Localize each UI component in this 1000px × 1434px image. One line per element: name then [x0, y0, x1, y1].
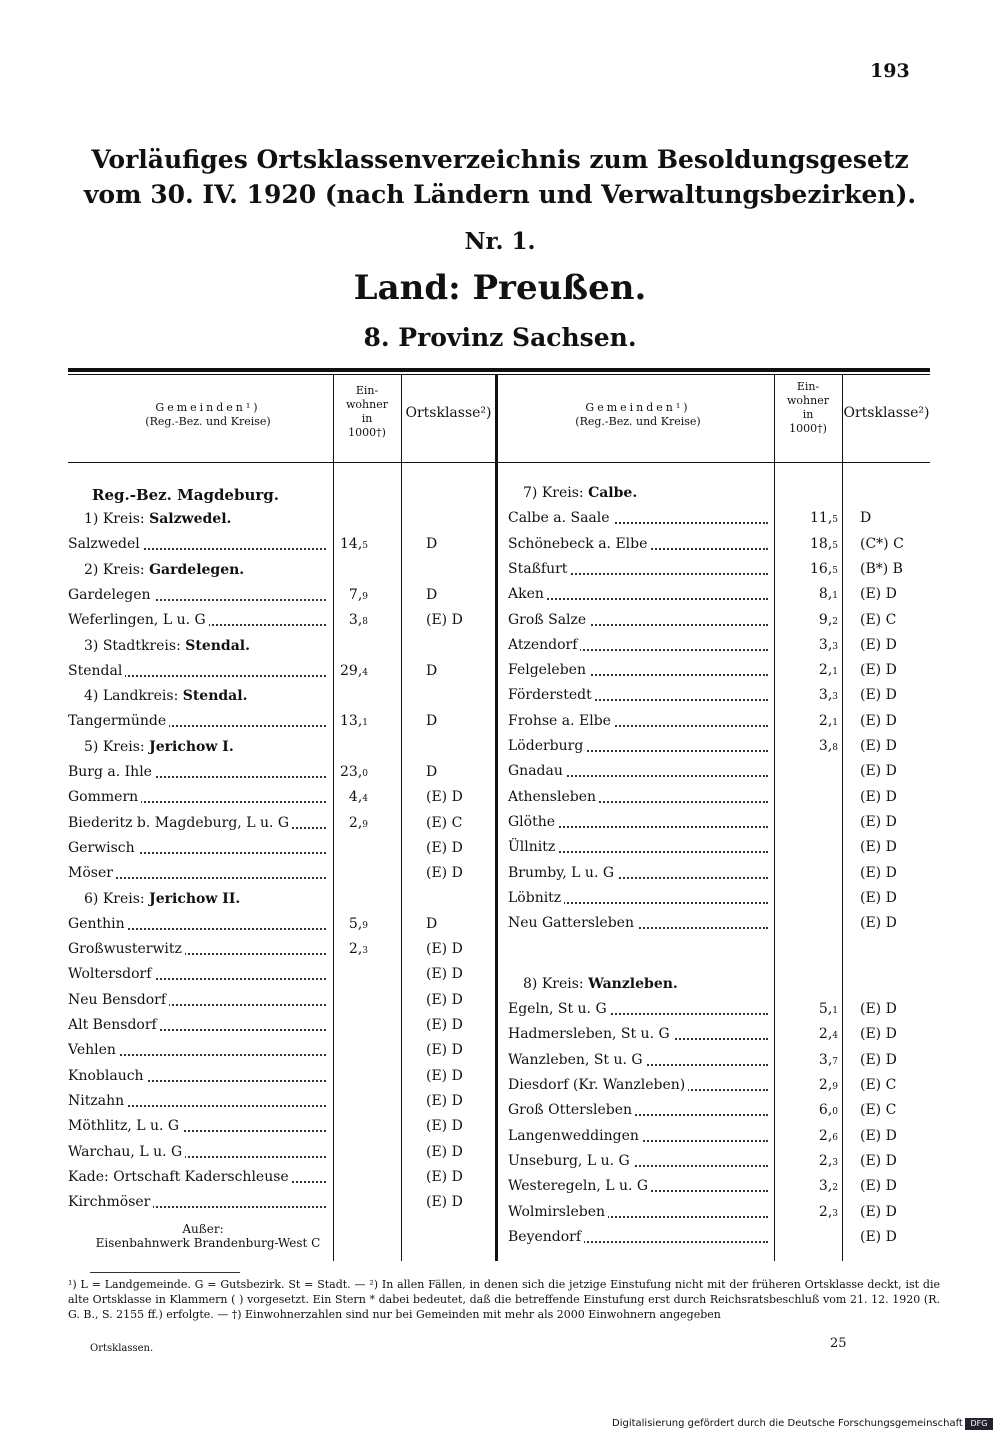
gemeinde-name-text: Schönebeck a. Elbe	[508, 536, 650, 552]
einwohner-decimal: 0	[832, 1107, 838, 1118]
gemeinde-name-text: Genthin	[68, 916, 128, 932]
einwohner-value	[778, 1125, 838, 1149]
kreis-heading-text	[523, 973, 678, 995]
dfg-logo: DFG	[965, 1418, 993, 1430]
list-number: Nr. 1.	[464, 228, 536, 255]
ortsklasse-value: (E) D	[426, 1194, 463, 1211]
table-row	[68, 583, 930, 605]
table-row	[68, 836, 930, 858]
gemeinde-name	[508, 1226, 768, 1248]
gemeinde-name	[508, 811, 768, 833]
einwohner-decimal: 3	[832, 1157, 838, 1168]
einwohner-value	[778, 507, 838, 531]
gemeinde-name	[508, 583, 768, 605]
kreis-name: Stendal.	[182, 688, 248, 705]
einwohner-int: 3,	[818, 687, 833, 704]
einwohner-decimal: 6	[832, 1132, 838, 1143]
einwohner-decimal: 9	[362, 819, 368, 830]
gemeinde-name-text: Löbnitz	[508, 890, 564, 906]
einwohner-value	[778, 1150, 838, 1174]
einwohner-value	[778, 558, 838, 582]
gemeinde-name-text: Biederitz b. Magdeburg, L u. G	[68, 815, 292, 831]
table-row	[68, 710, 930, 732]
gemeinde-name	[508, 1175, 768, 1197]
ortsklasse-value: (E) D	[426, 839, 463, 856]
gemeinde-name-text: Gnadau	[508, 763, 566, 779]
gemeinde-name	[508, 912, 768, 934]
ortsklasse-value: D	[426, 662, 438, 679]
kreis-name: Salzwedel.	[149, 511, 232, 527]
einwohner-int: 2,	[818, 1152, 833, 1169]
gemeinde-name-text: Gardelegen	[68, 587, 154, 603]
gemeinde-name	[508, 609, 768, 631]
ortsklasse-value: (E) D	[860, 1178, 897, 1195]
gemeinde-name	[508, 1023, 768, 1045]
einwohner-decimal: 3	[832, 692, 838, 703]
footer-number: 25	[830, 1336, 847, 1351]
gemeinde-name-text: Calbe a. Saale	[508, 510, 613, 526]
einwohner-int: 4,	[348, 789, 363, 806]
einwohner-value	[778, 1201, 838, 1225]
gemeinde-name	[508, 862, 768, 884]
gemeinde-name	[508, 1150, 768, 1172]
einwohner-decimal: 1	[832, 717, 838, 728]
gemeinde-name-text: Woltersdorf	[68, 966, 154, 982]
ortsklasse-value: (E) D	[860, 813, 897, 830]
header-einwohner-left: Ein- wohner in 1000†)	[346, 384, 388, 439]
einwohner-int: 7,	[348, 586, 363, 603]
header-ortsklasse-left: Ortsklasse²)	[405, 405, 492, 421]
gemeinde-name-text: Staßfurt	[508, 561, 570, 577]
ortsklasse-value: (E) D	[860, 1026, 897, 1043]
kreis-name: Jerichow II.	[149, 890, 241, 907]
einwohner-decimal: 4	[832, 1031, 838, 1042]
einwohner-value	[778, 710, 838, 734]
einwohner-int: 5,	[348, 915, 363, 932]
einwohner-value	[778, 1074, 838, 1098]
table-top-rule	[68, 368, 930, 372]
einwohner-decimal: 3	[832, 1208, 838, 1219]
einwohner-value	[778, 659, 838, 683]
table-top-rule-thin	[68, 374, 930, 375]
einwohner-decimal: 5	[832, 515, 838, 526]
einwohner-decimal: 5	[362, 541, 368, 552]
gemeinde-name-text: Westeregeln, L u. G	[508, 1178, 651, 1194]
table-row	[68, 786, 930, 808]
einwohner-decimal: 3	[832, 641, 838, 652]
einwohner-value	[778, 1049, 838, 1073]
kreis-heading	[68, 973, 930, 995]
ortsklasse-value: (E) D	[860, 763, 897, 780]
gemeinde-name	[508, 760, 768, 782]
gemeinde-name-text: Tangermünde	[68, 713, 169, 729]
einwohner-value	[778, 583, 838, 607]
gemeinde-name-text: Kade: Ortschaft Kaderschleuse	[68, 1169, 292, 1185]
title-line-2: vom 30. IV. 1920 (nach Ländern und Verwaltungsbezirken).	[83, 180, 917, 209]
gemeinde-name-text: Warchau, L u. G	[68, 1144, 185, 1160]
gemeinde-name-text: Egeln, St u. G	[508, 1001, 610, 1017]
einwohner-int: 9,	[818, 611, 833, 628]
gemeinde-name-text: Förderstedt	[508, 687, 595, 703]
ortsklassen-table	[68, 368, 930, 1261]
table-row	[68, 760, 930, 782]
einwohner-int: 13,	[340, 713, 363, 730]
gemeinde-name-text: Löderburg	[508, 738, 586, 754]
einwohner-value	[778, 998, 838, 1022]
gemeinde-name	[508, 786, 768, 808]
ortsklasse-value: (E) D	[426, 1092, 463, 1109]
ortsklasse-value: D	[426, 713, 438, 730]
gemeinde-name	[508, 634, 768, 656]
land-heading: Land: Preußen.	[353, 268, 647, 308]
table-row	[68, 938, 930, 960]
table-row	[68, 887, 930, 909]
gemeinde-name	[508, 887, 768, 909]
gemeinde-name-text: Wolmirsleben	[508, 1204, 608, 1220]
einwohner-decimal: 1	[832, 667, 838, 678]
page-number: 193	[870, 60, 910, 82]
gemeinde-name-text: Groß Ottersleben	[508, 1102, 635, 1118]
ortsklasse-value: (E) D	[426, 1042, 463, 1059]
table-row	[68, 1201, 930, 1223]
gemeinde-name-text: Gommern	[68, 789, 141, 805]
gemeinde-name	[508, 1099, 768, 1121]
einwohner-decimal: 1	[832, 1006, 838, 1017]
einwohner-int: 14,	[340, 536, 363, 553]
ortsklasse-value: (E) D	[860, 889, 897, 906]
einwohner-int: 2,	[818, 1026, 833, 1043]
ortsklasse-value: (E) D	[860, 1203, 897, 1220]
header-gemeinden-label: Gemeinden¹)	[155, 401, 261, 414]
gemeinde-name-text: Kirchmöser	[68, 1194, 153, 1210]
einwohner-decimal: 9	[362, 591, 368, 602]
ortsklasse-value: (E) D	[426, 1118, 463, 1135]
gemeinde-name-text: Diesdorf (Kr. Wanzleben)	[508, 1077, 688, 1093]
gemeinde-name	[508, 659, 768, 681]
einwohner-value	[778, 735, 838, 759]
table-row	[68, 1074, 930, 1096]
gemeinde-name	[508, 507, 768, 529]
gemeinde-name-text: Burg a. Ihle	[68, 764, 155, 780]
einwohner-decimal: 4	[362, 794, 368, 805]
table-row	[68, 1023, 930, 1045]
einwohner-int: 2,	[818, 1203, 833, 1220]
gemeinde-name-text: Aken	[508, 586, 547, 602]
gemeinde-name	[508, 710, 768, 732]
ortsklasse-value: (E) C	[426, 814, 463, 831]
einwohner-value	[308, 938, 368, 962]
einwohner-value	[778, 634, 838, 658]
table-row	[68, 1125, 930, 1147]
gemeinde-name	[508, 836, 768, 858]
ortsklasse-value: (E) D	[860, 662, 897, 679]
einwohner-decimal: 2	[832, 616, 838, 627]
header-gemeinden-right	[508, 401, 768, 429]
gemeinde-name-text: Stendal	[68, 663, 125, 679]
header-einwohner-right: Ein- wohner in 1000†)	[787, 380, 829, 435]
gemeinde-name-text: Möthlitz, L u. G	[68, 1118, 182, 1134]
einwohner-value	[778, 609, 838, 633]
einwohner-int: 11,	[810, 510, 833, 527]
gemeinde-name-text: Hadmersleben, St u. G	[508, 1026, 673, 1042]
einwohner-value	[778, 684, 838, 708]
gemeinde-name-text: Großwusterwitz	[68, 941, 185, 957]
header-gemeinden-sub: (Reg.-Bez. und Kreise)	[145, 415, 271, 428]
table-row	[68, 862, 930, 884]
ortsklasse-value: (E) D	[860, 687, 897, 704]
gemeinde-name-text: Groß Salze	[508, 612, 589, 628]
gemeinde-name	[68, 938, 326, 960]
title-line-1: Vorläufiges Ortsklassenverzeichnis zum Besoldungsgesetz	[91, 145, 909, 174]
leader-dots	[508, 598, 768, 600]
gemeinde-name-text: Neu Gattersleben	[508, 915, 637, 931]
einwohner-decimal: 9	[362, 920, 368, 931]
ortsklasse-value: (E) D	[426, 1143, 463, 1160]
gemeinde-name	[508, 1125, 768, 1147]
kreis-label: 1) Kreis:	[84, 511, 150, 527]
kreis-label: 7) Kreis:	[523, 485, 589, 501]
einwohner-decimal: 5	[832, 540, 838, 551]
gemeinde-name-text: Alt Bensdorf	[68, 1017, 160, 1033]
kreis-label: 5) Kreis:	[84, 738, 150, 755]
table-row	[68, 634, 930, 656]
kreis-label: 6) Kreis:	[84, 890, 150, 907]
einwohner-decimal: 2	[832, 1183, 838, 1194]
header-gemeinden-label: Gemeinden¹)	[585, 401, 691, 414]
gemeinde-name	[508, 558, 768, 580]
kreis-label: 3) Stadtkreis:	[84, 637, 186, 654]
einwohner-value	[778, 1099, 838, 1123]
table-row	[68, 558, 930, 580]
einwohner-int: 16,	[810, 560, 833, 577]
einwohner-int: 2,	[348, 814, 363, 831]
table-row	[68, 659, 930, 681]
einwohner-int: 3,	[818, 636, 833, 653]
einwohner-int: 3,	[818, 1178, 833, 1195]
kreis-label: 8) Kreis:	[523, 975, 589, 992]
gemeinde-name	[68, 1166, 326, 1188]
note-entry: Eisenbahnwerk Brandenburg-West C	[95, 1236, 321, 1250]
kreis-name: Stendal.	[185, 637, 250, 654]
einwohner-decimal: 1	[362, 718, 368, 729]
gemeinde-name-text: Knoblauch	[68, 1068, 147, 1084]
einwohner-int: 29,	[340, 662, 363, 679]
ortsklasse-value: (E) D	[860, 1001, 897, 1018]
table-header-rule	[68, 462, 930, 463]
kreis-name: Gardelegen.	[149, 561, 245, 578]
gemeinde-name-text: Felgeleben	[508, 662, 589, 678]
footnote-rule	[90, 1272, 240, 1273]
gemeinde-name-text: Langenweddingen	[508, 1128, 642, 1144]
gemeinde-name-text: Möser	[68, 865, 116, 881]
ortsklasse-value: D	[426, 536, 438, 553]
gemeinde-name-text: Athensleben	[508, 789, 599, 805]
einwohner-decimal: 8	[362, 617, 368, 628]
ortsklasse-value: (E) D	[860, 864, 897, 881]
gemeinde-name-text: Glöthe	[508, 814, 558, 830]
einwohner-decimal: 5	[832, 565, 838, 576]
einwohner-int: 2,	[818, 662, 833, 679]
gemeinde-name-text: Salzwedel	[68, 536, 143, 552]
ortsklasse-value: (E) D	[860, 1228, 897, 1245]
note-label: Außer:	[182, 1222, 224, 1236]
ortsklasse-value: (E) C	[860, 1102, 897, 1119]
kreis-label: 2) Kreis:	[84, 561, 150, 578]
einwohner-decimal: 7	[832, 1056, 838, 1067]
einwohner-int: 2,	[348, 941, 363, 958]
kreis-name: Jerichow I.	[149, 738, 234, 755]
einwohner-int: 18,	[810, 535, 833, 552]
einwohner-int: 2,	[818, 1127, 833, 1144]
ortsklasse-value: (E) D	[426, 966, 463, 983]
gemeinde-name-text: Gerwisch	[68, 840, 138, 856]
province-heading: 8. Provinz Sachsen.	[363, 323, 637, 352]
ortsklasse-value: (E) D	[426, 865, 463, 882]
header-gemeinden-left	[88, 401, 328, 429]
footer-label: Ortsklassen.	[90, 1343, 154, 1354]
ortsklasse-value: (E) C	[860, 1077, 897, 1094]
ortsklasse-value: (E) D	[860, 636, 897, 653]
einwohner-int: 23,	[340, 764, 363, 780]
ortsklasse-value: (E) D	[860, 1152, 897, 1169]
gemeinde-name-text: Frohse a. Elbe	[508, 713, 614, 729]
table-row	[68, 998, 930, 1020]
ortsklasse-value: (B*) B	[860, 560, 903, 577]
table-row	[68, 912, 930, 934]
ortsklasse-value: D	[426, 586, 438, 603]
gemeinde-name-text: Vehlen	[68, 1042, 119, 1058]
gemeinde-name	[508, 998, 768, 1020]
gemeinde-name	[68, 812, 326, 834]
kreis-label: 4) Landkreis:	[84, 688, 183, 705]
einwohner-decimal: 0	[362, 769, 368, 779]
einwohner-int: 8,	[818, 586, 833, 603]
ortsklasse-value: (E) D	[426, 612, 463, 629]
einwohner-decimal: 8	[832, 743, 838, 753]
kreis-name: Wanzleben.	[588, 975, 678, 992]
gemeinde-name	[508, 1201, 768, 1223]
einwohner-value	[778, 1023, 838, 1047]
gemeinde-name-text: Neu Bensdorf	[68, 992, 169, 1008]
einwohner-int: 5,	[818, 1001, 833, 1018]
ortsklasse-value: (E) D	[860, 1051, 897, 1068]
kreis-name: Calbe.	[588, 485, 638, 501]
einwohner-value	[778, 1175, 838, 1199]
ortsklasse-value: (E) D	[426, 1067, 463, 1084]
ortsklasse-value: (E) D	[426, 789, 463, 806]
gemeinde-name-text: Unseburg, L u. G	[508, 1153, 633, 1169]
header-ortsklasse-right: Ortsklasse²)	[843, 405, 930, 421]
ortsklasse-value: (E) D	[860, 1127, 897, 1144]
table-row	[68, 533, 930, 555]
ortsklasse-value: (E) D	[860, 915, 897, 932]
table-row	[68, 684, 930, 706]
einwohner-int: 2,	[818, 712, 833, 729]
gemeinde-name-text: Weferlingen, L u. G	[68, 612, 209, 628]
ortsklasse-value: D	[426, 915, 438, 932]
einwohner-decimal: 4	[362, 667, 368, 678]
footnote: ¹) L = Landgemeinde. G = Gutsbezirk. St = Stadt. — ²) In allen Fällen, in denen sich die jetzige Einstufung nicht mit der früheren Ortsklasse deckt, ist die alte Ortsklasse in Klammern ( ) vorgesetzt. Ein Stern * dabei bedeutet, daß die betreffende Einstufung erst durch Reichsratsbeschluß vom 21. 12. 1920 (R. G. B., S. 2155 ff.) erfolgte. — †) Einwohnerzahlen sind nur bei Gemeinden mit mehr als 2000 Einwohnern angegeben	[68, 1278, 940, 1321]
gemeinde-name-text: Nitzahn	[68, 1093, 127, 1109]
ortsklasse-value: (E) C	[860, 611, 897, 628]
einwohner-int: 6,	[818, 1102, 833, 1119]
gemeinde-name	[508, 1074, 768, 1096]
header-gemeinden-sub: (Reg.-Bez. und Kreise)	[575, 415, 701, 428]
einwohner-int: 3,	[348, 612, 363, 629]
ortsklasse-value: (E) D	[426, 1168, 463, 1185]
table-row	[68, 735, 930, 757]
gemeinde-name	[508, 1049, 768, 1071]
ortsklasse-value: D	[426, 764, 438, 780]
einwohner-decimal: 1	[832, 591, 838, 602]
einwohner-int: 3,	[818, 738, 833, 754]
gemeinde-name-text: Üllnitz	[508, 839, 558, 855]
table-row	[68, 1099, 930, 1121]
table-row	[68, 507, 930, 529]
ortsklasse-value: (E) D	[860, 586, 897, 603]
ortsklasse-value: D	[860, 510, 872, 527]
table-row	[68, 1049, 930, 1071]
gemeinde-name-text: Wanzleben, St u. G	[508, 1052, 646, 1068]
ortsklasse-value: (E) D	[860, 788, 897, 805]
kreis-heading	[68, 482, 930, 504]
ortsklasse-value: (E) D	[426, 991, 463, 1008]
ortsklasse-value: (E) D	[426, 941, 463, 958]
gemeinde-name-text: Brumby, L u. G	[508, 865, 617, 881]
ortsklasse-value: (E) D	[426, 1017, 463, 1033]
einwohner-decimal: 3	[362, 946, 368, 957]
ortsklasse-value: (C*) C	[860, 535, 904, 552]
einwohner-int: 3,	[818, 1051, 833, 1068]
ortsklasse-value: (E) D	[860, 738, 897, 754]
ortsklasse-value: (E) D	[860, 712, 897, 729]
gemeinde-name-text: Beyendorf	[508, 1229, 584, 1245]
einwohner-int: 2,	[818, 1077, 833, 1094]
ortsklasse-value: (E) D	[860, 839, 897, 856]
gemeinde-name	[508, 533, 768, 555]
digitization-credit: Digitalisierung gefördert durch die Deutsche Forschungsgemeinschaft	[612, 1418, 963, 1429]
reg-bez-heading: Reg.-Bez. Magdeburg.	[92, 486, 279, 504]
kreis-heading-text	[523, 482, 637, 504]
gemeinde-name	[508, 684, 768, 706]
gemeinde-name	[508, 735, 768, 757]
einwohner-decimal: 9	[832, 1082, 838, 1093]
gemeinde-name-text: Atzendorf	[508, 637, 580, 653]
einwohner-value	[778, 533, 838, 557]
